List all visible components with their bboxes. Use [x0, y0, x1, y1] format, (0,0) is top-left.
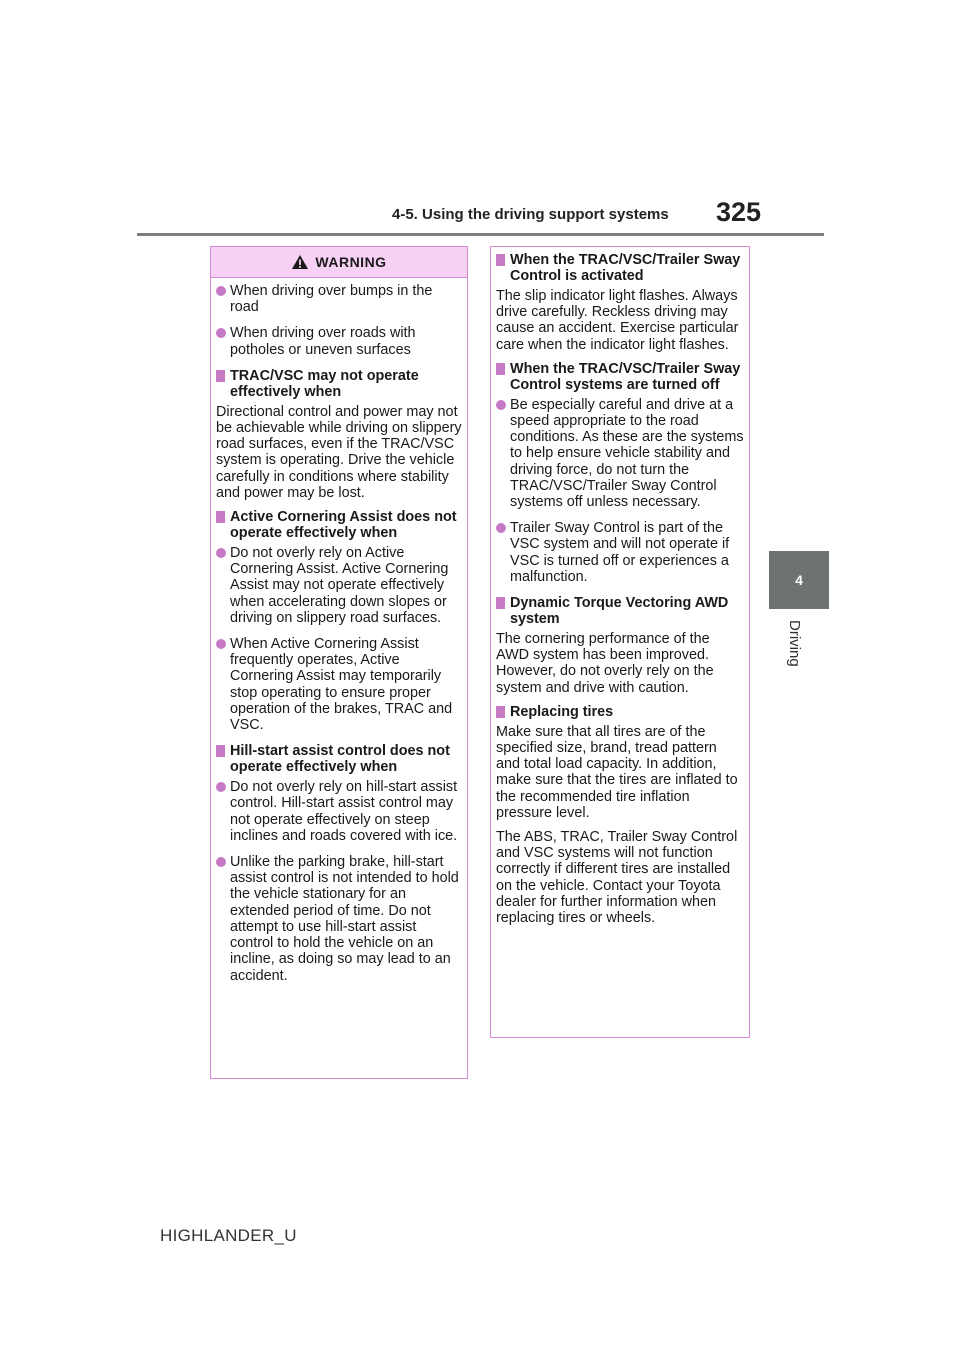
square-bullet-icon: [496, 706, 505, 718]
paragraph: [496, 631, 744, 696]
section-title: 4-5. Using the driving support systems: [392, 206, 669, 223]
header-divider: [137, 233, 824, 236]
circle-bullet-icon: [216, 548, 226, 558]
heading-text: TRAC/VSC may not operate effectively when: [230, 367, 419, 400]
circle-bullet-icon: [216, 286, 226, 296]
bullet-text: Be especially careful and drive at a speed appropriate to the road conditions. As these are the systems to help ensure vehicle stability and driving force, do not turn the TRAC/VSC/Trailer Sway Control systems off unless necessary.: [510, 396, 744, 511]
section-heading: [496, 252, 744, 284]
bullet-text: Trailer Sway Control is part of the VSC system and will not operate if VSC is turned off or experiences a malfunction.: [510, 520, 730, 585]
info-box: [490, 246, 750, 1038]
circle-bullet-icon: [216, 782, 226, 792]
model-code: HIGHLANDER_U: [160, 1226, 297, 1245]
square-bullet-icon: [496, 254, 505, 266]
bullet-item: [216, 325, 462, 357]
chapter-tab[interactable]: [769, 551, 829, 609]
heading-text: When the TRAC/VSC/Trailer Sway Control is activated: [510, 252, 741, 284]
paragraph-text: Directional control and power may not be achievable while driving on slippery road surfaces, even if the TRAC/VSC system is operating. Drive the vehicle carefully in conditions where stability and power may be lost.: [216, 403, 462, 501]
heading-text: Active Cornering Assist does not operate effectively when: [230, 509, 457, 542]
paragraph-text: Make sure that all tires are of the specified size, brand, tread pattern and total load capacity. In addition, make sure that the tires are inflated to the recommended tire inflation pressure level.: [496, 723, 738, 821]
circle-bullet-icon: [496, 400, 506, 410]
square-bullet-icon: [216, 370, 225, 382]
paragraph: [216, 404, 462, 501]
paragraph: [496, 829, 744, 926]
paragraph-text: The ABS, TRAC, Trailer Sway Control and VSC systems will not function correctly if different tires are installed on the vehicle. Contact your Toyota dealer for further information when replacing tires or wheels.: [496, 829, 738, 927]
circle-bullet-icon: [216, 639, 226, 649]
section-heading: [216, 743, 462, 775]
square-bullet-icon: [496, 363, 505, 375]
bullet-text: When driving over roads with potholes or uneven surfaces: [230, 325, 416, 358]
chapter-label: Driving: [786, 620, 803, 667]
page-number: 325: [716, 197, 762, 227]
section-heading: [216, 509, 462, 541]
paragraph: [496, 724, 744, 821]
heading-text: Hill-start assist control does not operate effectively when: [230, 743, 450, 776]
info-content: [491, 247, 749, 926]
bullet-text: When Active Cornering Assist frequently operates, Active Cornering Assist may temporarily stop operating to ensure proper operation of the brakes, TRAC and VSC.: [230, 636, 453, 734]
bullet-text: When driving over bumps in the road: [230, 283, 433, 316]
square-bullet-icon: [216, 745, 225, 757]
bullet-text: Do not overly rely on Active Cornering Assist. Active Cornering Assist may not operate effectively when accelerating down slopes or driving on slippery road surfaces.: [230, 545, 449, 626]
circle-bullet-icon: [216, 328, 226, 338]
paragraph-text: The cornering performance of the AWD system has been improved. However, do not overly rely on the system and drive with caution.: [496, 631, 714, 696]
circle-bullet-icon: [216, 857, 226, 867]
chapter-number: 4: [795, 572, 803, 588]
bullet-item: [216, 283, 462, 315]
section-heading: [496, 595, 744, 627]
bullet-item: [496, 397, 744, 510]
heading-text: Dynamic Torque Vectoring AWD system: [510, 595, 729, 628]
bullet-text: Do not overly rely on hill-start assist control. Hill-start assist control may not operate effectively on steep inclines and roads covered with ice.: [230, 779, 458, 844]
section-heading: [496, 361, 744, 393]
bullet-item: [216, 545, 462, 626]
warning-label: WARNING: [315, 254, 387, 270]
bullet-text: Unlike the parking brake, hill-start assist control is not intended to hold the vehicle stationary for an extended period of time. Do not attempt to use hill-start assist control to hold the vehicle on an incline, as doing so may lead to an accident.: [230, 854, 459, 984]
section-heading: [496, 704, 744, 720]
paragraph: [496, 288, 744, 353]
square-bullet-icon: [496, 597, 505, 609]
bullet-item: [216, 779, 462, 844]
heading-text: Replacing tires: [510, 703, 614, 720]
warning-triangle-icon: [291, 254, 309, 270]
bullet-item: [216, 636, 462, 733]
warning-box: [210, 246, 468, 1079]
heading-text: When the TRAC/VSC/Trailer Sway Control systems are turned off: [510, 360, 741, 393]
square-bullet-icon: [216, 511, 225, 523]
paragraph-text: The slip indicator light flashes. Always drive carefully. Reckless driving may cause an accident. Exercise particular care when the indicator light flashes.: [496, 288, 739, 353]
warning-content: [211, 278, 467, 984]
bullet-item: [496, 520, 744, 585]
bullet-item: [216, 854, 462, 984]
circle-bullet-icon: [496, 523, 506, 533]
section-heading: [216, 368, 462, 400]
warning-header: [211, 247, 467, 278]
